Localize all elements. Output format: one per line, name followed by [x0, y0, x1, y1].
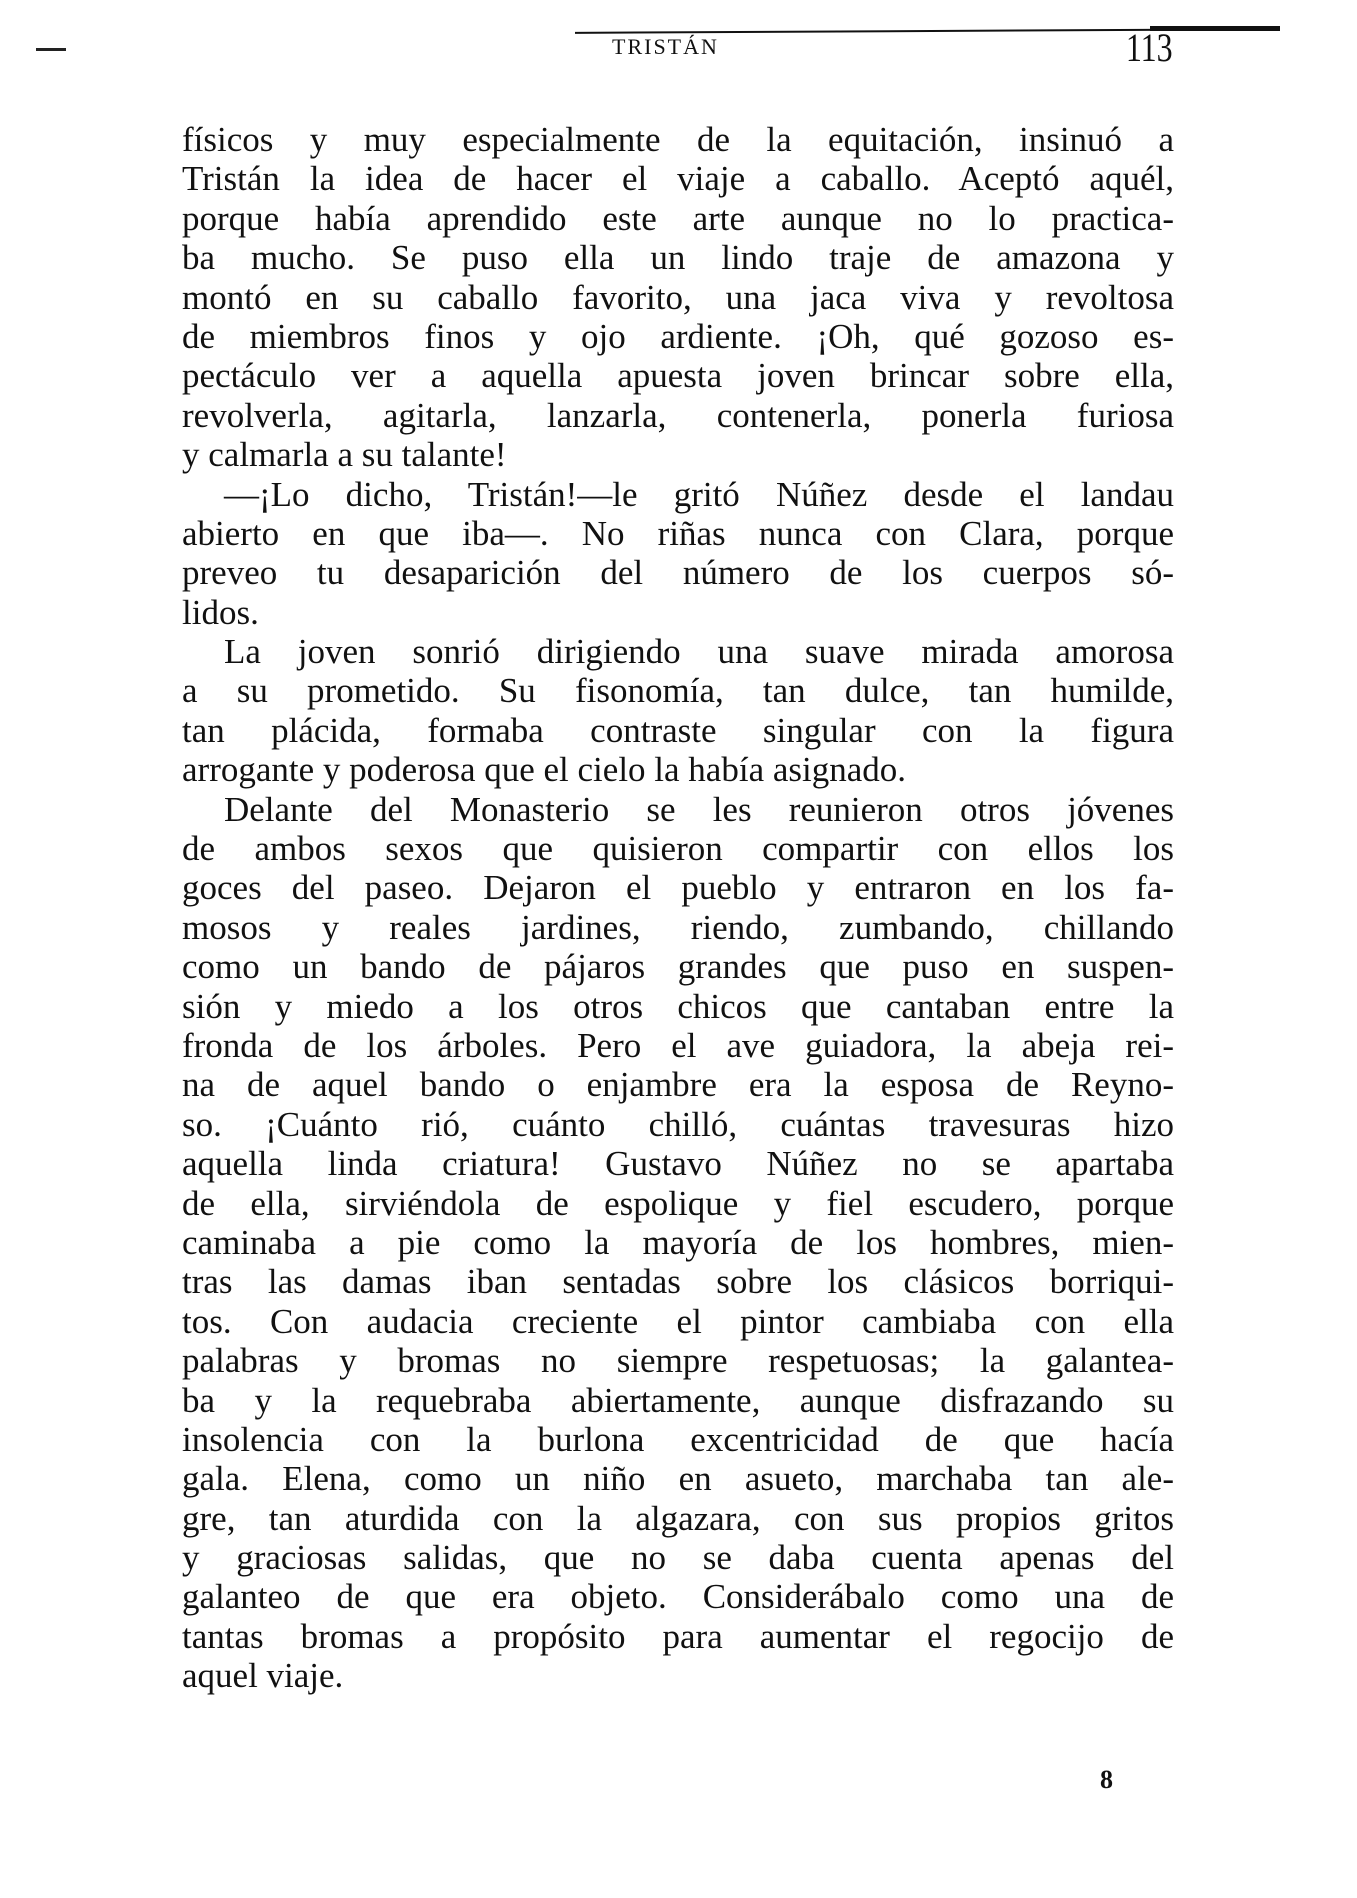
text-line: preveo tu desaparición del número de los cuerpos só- — [182, 553, 1174, 593]
text-line: físicos y muy especialmente de la equitación, insinuó a — [182, 120, 1174, 159]
text-line: Tristán la idea de hacer el viaje a caballo. Aceptó aquél, — [182, 159, 1174, 199]
text-line: —¡Lo dicho, Tristán!—le gritó Núñez desde el landau — [224, 474, 1174, 514]
text-line: arrogante y poderosa que el cielo la había asignado. — [182, 750, 907, 790]
text-line: porque había aprendido este arte aunque no lo practica- — [182, 198, 1174, 238]
text-line: de miembros finos y ojo ardiente. ¡Oh, qué gozoso es- — [182, 316, 1174, 356]
text-line: La joven sonrió dirigiendo una suave mirada amorosa — [224, 632, 1174, 672]
text-line: caminaba a pie como la mayoría de los hombres, mien- — [182, 1222, 1174, 1262]
text-line: pectáculo ver a aquella apuesta joven brincar sobre ella, — [182, 356, 1174, 396]
text-line: y graciosas salidas, que no se daba cuenta apenas del — [182, 1538, 1174, 1578]
text-line: gala. Elena, como un niño en asueto, marchaba tan ale- — [182, 1459, 1174, 1499]
margin-mark — [36, 48, 66, 51]
text-line: de ambos sexos que quisieron compartir con ellos los — [182, 829, 1174, 869]
text-line: ba mucho. Se puso ella un lindo traje de amazona y — [182, 238, 1174, 278]
text-line: aquella linda criatura! Gustavo Núñez no se apartaba — [182, 1144, 1174, 1184]
text-line: aquel viaje. — [182, 1656, 344, 1696]
text-line: fronda de los árboles. Pero el ave guiadora, la abeja rei- — [182, 1025, 1174, 1065]
text-line: na de aquel bando o enjambre era la esposa de Reyno- — [182, 1065, 1174, 1105]
text-line: revolverla, agitarla, lanzarla, contenerla, ponerla furiosa — [182, 395, 1174, 435]
text-line: montó en su caballo favorito, una jaca viva y revoltosa — [182, 277, 1174, 317]
text-line: mosos y reales jardines, riendo, zumbando, chillando — [182, 907, 1174, 947]
text-line: galanteo de que era objeto. Considerábalo como una de — [182, 1577, 1174, 1617]
text-line: ba y la requebraba abiertamente, aunque disfrazando su — [182, 1380, 1174, 1420]
text-line: como un bando de pájaros grandes que puso en suspen- — [182, 947, 1174, 987]
running-title: TRISTÁN — [612, 34, 719, 59]
text-line: gre, tan aturdida con la algazara, con sus propios gritos — [182, 1498, 1174, 1538]
body-text — [182, 120, 1174, 1696]
text-line: tantas bromas a propósito para aumentar el regocijo de — [182, 1616, 1174, 1656]
text-line: abierto en que iba—. No riñas nunca con Clara, porque — [182, 513, 1174, 553]
text-line: a su prometido. Su fisonomía, tan dulce, tan humilde, — [182, 671, 1174, 711]
text-line: sión y miedo a los otros chicos que cantaban entre la — [182, 986, 1174, 1026]
text-line: tan plácida, formaba contraste singular con la figura — [182, 710, 1174, 750]
text-line: y calmarla a su talante! — [182, 435, 507, 475]
text-line: de ella, sirviéndola de espolique y fiel escudero, porque — [182, 1183, 1174, 1223]
text-line: tos. Con audacia creciente el pintor cambiaba con ella — [182, 1301, 1174, 1341]
text-line: so. ¡Cuánto rió, cuánto chilló, cuántas travesuras hizo — [182, 1104, 1174, 1144]
page-number: 113 — [1125, 25, 1173, 70]
text-line: tras las damas iban sentadas sobre los clásicos borriqui- — [182, 1262, 1174, 1302]
signature-mark: 8 — [1100, 1765, 1113, 1794]
text-line: insolencia con la burlona excentricidad de que hacía — [182, 1419, 1174, 1459]
text-line: Delante del Monasterio se les reunieron otros jóvenes — [224, 789, 1174, 829]
text-line: lidos. — [182, 592, 259, 632]
text-line: palabras y bromas no siempre respetuosas; la galantea- — [182, 1341, 1174, 1381]
text-line: goces del paseo. Dejaron el pueblo y entraron en los fa- — [182, 868, 1174, 908]
